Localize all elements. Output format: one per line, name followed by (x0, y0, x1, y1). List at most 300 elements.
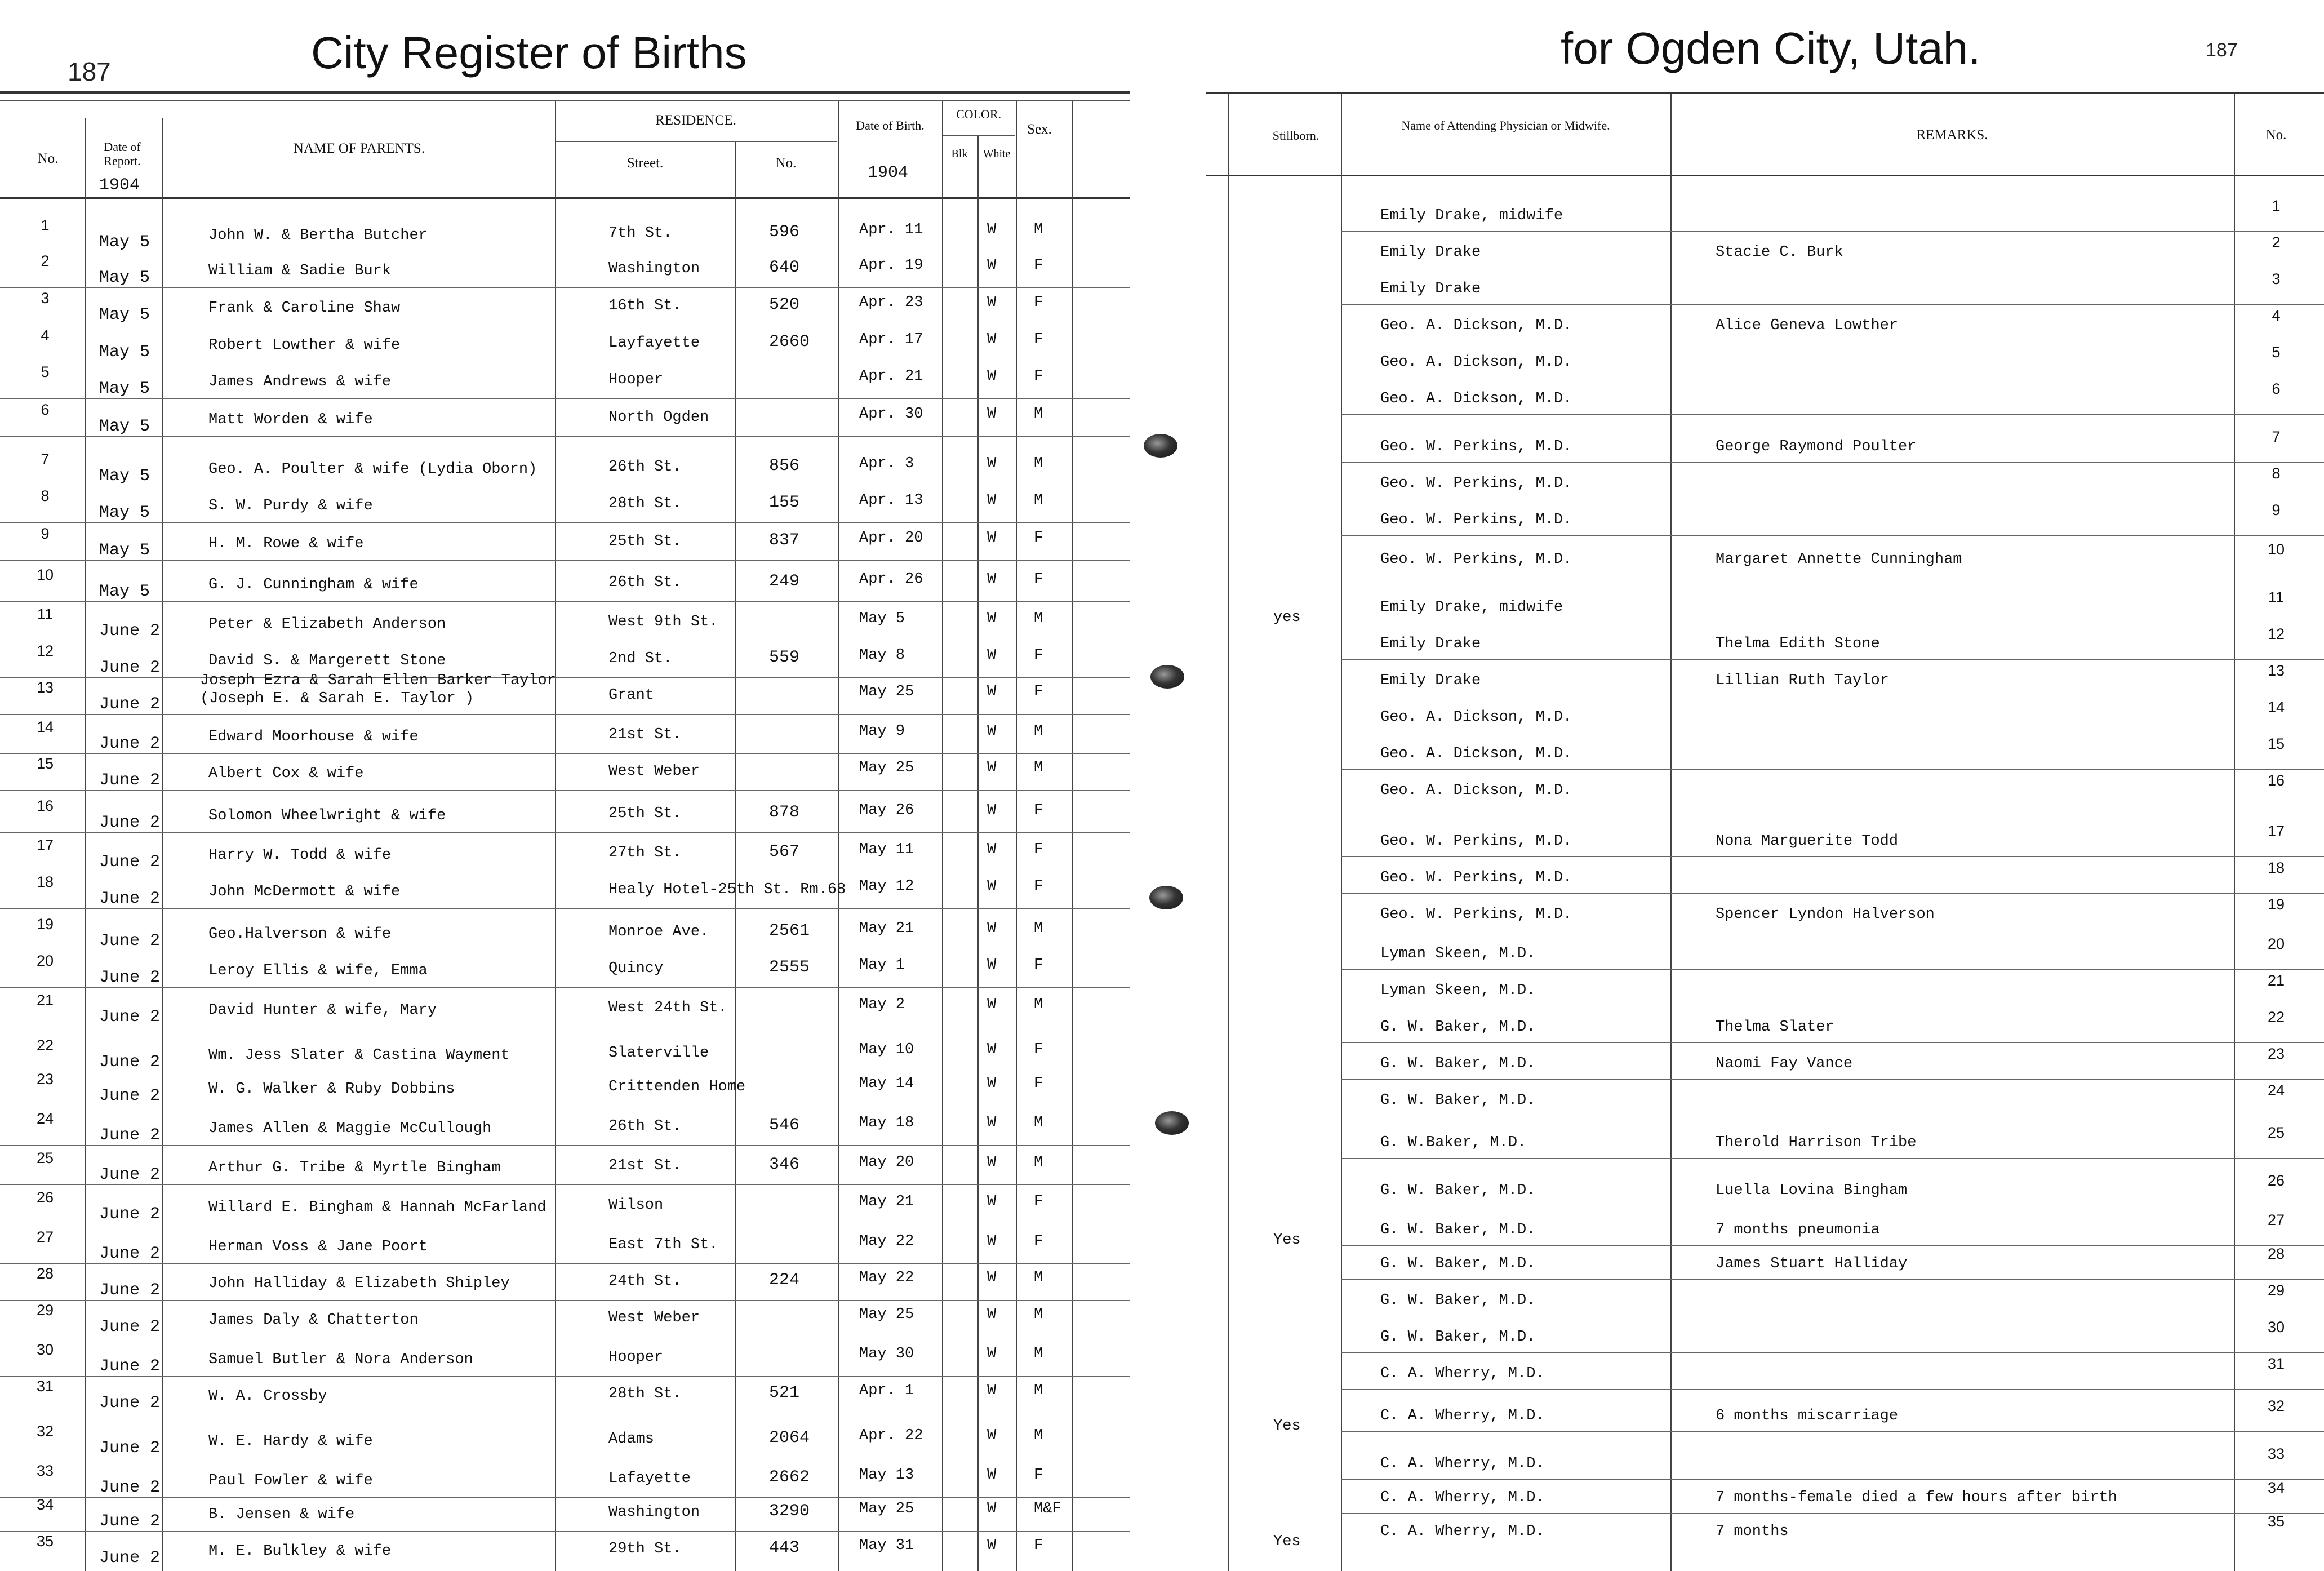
sex-value: F (1034, 647, 1043, 664)
report-date: June 2 (99, 968, 161, 987)
row-number-right: 21 (2267, 972, 2285, 989)
birth-date: Apr. 22 (859, 1427, 923, 1444)
row-number-right: 16 (2267, 772, 2285, 789)
sex-value: F (1034, 841, 1043, 858)
color-value: W (987, 406, 997, 423)
row-number: 19 (36, 916, 54, 933)
report-date: May 5 (99, 467, 150, 486)
color-value: W (987, 878, 997, 895)
sex-value: F (1034, 1075, 1043, 1092)
report-date: June 2 (99, 658, 161, 677)
residence-street: Healy Hotel-25th St. Rm.68 (608, 881, 846, 898)
physician-name: Geo. A. Dickson, M.D. (1380, 745, 1572, 762)
parent-names: W. E. Hardy & wife (208, 1433, 373, 1450)
row-rule-right (1341, 1389, 2324, 1390)
sex-value: M (1034, 760, 1043, 776)
residence-street: 21st St. (608, 726, 682, 743)
row-number: 30 (36, 1341, 54, 1358)
color-value: W (987, 1382, 997, 1399)
report-date: June 2 (99, 1053, 161, 1072)
report-date: May 5 (99, 233, 150, 252)
row-number-right: 13 (2267, 662, 2285, 679)
row-rule (0, 436, 1130, 437)
birth-date: May 25 (859, 760, 914, 776)
birth-date: May 10 (859, 1041, 914, 1058)
residence-number: 856 (769, 456, 800, 476)
row-number-right: 26 (2267, 1172, 2285, 1189)
residence-sub-rule (555, 141, 837, 142)
row-rule-right (1341, 1479, 2324, 1480)
header-remarks: REMARKS. (1916, 127, 1988, 143)
residence-number: 2660 (769, 332, 810, 352)
parent-names: W. A. Crossby (208, 1388, 327, 1405)
physician-name: Geo. A. Dickson, M.D. (1380, 317, 1572, 334)
row-number: 10 (36, 566, 54, 583)
parent-names: Geo.Halverson & wife (208, 926, 392, 943)
birth-date: Apr. 13 (859, 492, 923, 509)
remarks-text: 7 months pneumonia (1716, 1222, 1880, 1239)
report-date: May 5 (99, 541, 150, 560)
residence-street: Hooper (608, 371, 664, 388)
birth-date: May 11 (859, 841, 914, 858)
parent-names: W. G. Walker & Ruby Dobbins (208, 1081, 455, 1098)
parent-names: Solomon Wheelwright & wife (208, 807, 446, 824)
color-value: W (987, 1154, 997, 1171)
sex-value: M (1034, 920, 1043, 937)
residence-street: 29th St. (608, 1541, 682, 1557)
residence-street: Washington (608, 260, 700, 277)
row-number: 14 (36, 718, 54, 735)
row-rule-right (1341, 1513, 2324, 1514)
row-rule (0, 790, 1130, 791)
sex-value: F (1034, 684, 1043, 700)
color-value: W (987, 647, 997, 664)
color-value: W (987, 492, 997, 509)
physician-name: Geo. W. Perkins, M.D. (1380, 438, 1572, 455)
color-value: W (987, 1306, 997, 1323)
sex-value: F (1034, 1233, 1043, 1250)
residence-number: 2064 (769, 1428, 810, 1448)
physician-name: G. W. Baker, M.D. (1380, 1255, 1536, 1272)
row-rule (0, 398, 1130, 399)
row-number-right: 3 (2272, 270, 2281, 287)
col-line-birth (942, 101, 943, 1571)
report-date: June 2 (99, 1439, 161, 1458)
parent-names: M. E. Bulkley & wife (208, 1543, 392, 1560)
color-value: W (987, 368, 997, 385)
row-number: 6 (41, 401, 50, 418)
row-number-right: 4 (2272, 307, 2281, 324)
row-number-right: 27 (2267, 1211, 2285, 1228)
row-number: 31 (36, 1378, 54, 1395)
residence-street: 7th St. (608, 225, 673, 242)
color-value: W (987, 723, 997, 740)
parent-names: Wm. Jess Slater & Castina Wayment (208, 1047, 510, 1064)
residence-street: West 24th St. (608, 1000, 727, 1017)
parent-names: B. Jensen & wife (208, 1506, 355, 1523)
row-rule-right (1341, 462, 2324, 463)
residence-street: East 7th St. (608, 1236, 718, 1253)
row-number-right: 22 (2267, 1009, 2285, 1026)
birth-date: May 8 (859, 647, 905, 664)
parent-names: Paul Fowler & wife (208, 1472, 373, 1489)
header-no: No. (37, 151, 59, 166)
sex-value: M (1034, 1306, 1043, 1323)
row-rule (0, 908, 1130, 909)
birth-date: May 20 (859, 1154, 914, 1171)
right-col-line-physician (1670, 94, 1672, 1571)
row-number: 2 (41, 252, 50, 269)
row-rule (0, 677, 1130, 678)
row-number: 24 (36, 1110, 54, 1127)
physician-name: Geo. W. Perkins, M.D. (1380, 512, 1572, 529)
color-value: W (987, 257, 997, 274)
binder-hole-2 (1150, 665, 1184, 689)
col-line-no (85, 118, 86, 1571)
report-date: June 2 (99, 695, 161, 714)
row-number: 4 (41, 327, 50, 344)
row-number: 12 (36, 642, 54, 659)
color-value: W (987, 1537, 997, 1554)
residence-number: 155 (769, 493, 800, 512)
row-number-right: 31 (2267, 1355, 2285, 1372)
parent-names: Frank & Caroline Shaw (208, 300, 401, 317)
header-stillborn: Stillborn. (1272, 128, 1319, 143)
residence-street: 2nd St. (608, 650, 673, 667)
report-date: June 2 (99, 622, 161, 641)
row-number: 22 (36, 1037, 54, 1054)
row-number: 9 (41, 525, 50, 542)
physician-name: Geo. W. Perkins, M.D. (1380, 833, 1572, 850)
report-date: June 2 (99, 734, 161, 753)
row-rule-right (1341, 1352, 2324, 1353)
residence-street: Grant (608, 687, 655, 704)
row-rule-right (1341, 414, 2324, 415)
header-top-rule-2 (0, 100, 1130, 101)
physician-name: Geo. W. Perkins, M.D. (1380, 906, 1572, 923)
sex-value: M (1034, 492, 1043, 509)
parent-names: John McDermott & wife (208, 884, 401, 900)
physician-name: G. W. Baker, M.D. (1380, 1019, 1536, 1036)
row-rule (0, 1300, 1130, 1301)
row-number-right: 8 (2272, 465, 2281, 482)
residence-number: 346 (769, 1155, 800, 1174)
remarks-text: Luella Lovina Bingham (1716, 1182, 1908, 1199)
sex-value: F (1034, 1193, 1043, 1210)
header-top-rule (0, 91, 1130, 94)
right-header-bottom-rule (1206, 175, 2324, 176)
color-value: W (987, 1346, 997, 1363)
row-rule-right (1341, 1079, 2324, 1080)
binder-hole-1 (1144, 434, 1177, 458)
header-date-of-birth: Date of Birth. (856, 118, 925, 132)
row-number-right: 10 (2267, 541, 2285, 558)
residence-street: Adams (608, 1431, 655, 1448)
physician-name: Emily Drake (1380, 244, 1481, 261)
header-color-blk: Blk (951, 148, 968, 160)
sex-value: F (1034, 331, 1043, 348)
residence-street: Wilson (608, 1197, 664, 1214)
remarks-text: Alice Geneva Lowther (1716, 317, 1899, 334)
header-name-of-parents: NAME OF PARENTS. (293, 141, 425, 156)
parent-names: William & Sadie Burk (208, 263, 392, 279)
sex-value: M (1034, 455, 1043, 472)
color-value: W (987, 331, 997, 348)
row-rule (0, 522, 1130, 523)
residence-number: 224 (769, 1271, 800, 1290)
parent-names: James Allen & Maggie McCullough (208, 1120, 492, 1137)
row-number-right: 5 (2272, 344, 2281, 361)
birth-date: May 22 (859, 1270, 914, 1286)
residence-street: Slaterville (608, 1045, 709, 1062)
color-value: W (987, 1467, 997, 1484)
physician-name: G. W. Baker, M.D. (1380, 1222, 1536, 1239)
parent-names: Matt Worden & wife (208, 411, 373, 428)
residence-street: West 9th St. (608, 614, 718, 631)
row-number: 15 (36, 755, 54, 772)
report-date: June 2 (99, 889, 161, 908)
physician-name: Geo. W. Perkins, M.D. (1380, 551, 1572, 568)
col-line-house (838, 101, 839, 1571)
row-number: 21 (36, 992, 54, 1009)
row-rule (0, 1376, 1130, 1377)
row-rule (0, 1184, 1130, 1185)
physician-name: Emily Drake, midwife (1380, 599, 1563, 616)
row-number-right: 17 (2267, 823, 2285, 840)
row-number-right: 33 (2267, 1445, 2285, 1462)
color-value: W (987, 610, 997, 627)
birth-date: Apr. 23 (859, 294, 923, 311)
row-rule-right (1341, 231, 2324, 232)
color-value: W (987, 1075, 997, 1092)
row-number: 5 (41, 363, 50, 380)
report-date: June 2 (99, 1281, 161, 1300)
residence-number: 443 (769, 1538, 800, 1557)
row-rule-right (1341, 1279, 2324, 1280)
residence-street: 25th St. (608, 805, 682, 822)
stillborn-value: Yes (1273, 1533, 1301, 1550)
right-register-page (1206, 0, 2324, 1571)
physician-name: Geo. A. Dickson, M.D. (1380, 354, 1572, 371)
right-page-number: 187 (2206, 39, 2238, 61)
residence-street: Monroe Ave. (608, 924, 709, 940)
report-date: June 2 (99, 931, 161, 951)
stillborn-value: Yes (1273, 1232, 1301, 1249)
row-number: 33 (36, 1462, 54, 1479)
row-rule-right (1341, 969, 2324, 970)
row-number: 3 (41, 290, 50, 307)
sex-value: F (1034, 802, 1043, 819)
color-sub-rule (942, 135, 1015, 136)
row-rule (0, 1497, 1130, 1498)
remarks-text: Naomi Fay Vance (1716, 1055, 1853, 1072)
color-value: W (987, 294, 997, 311)
row-rule-right (1341, 1431, 2324, 1432)
residence-street: 24th St. (608, 1273, 682, 1290)
physician-name: Geo. W. Perkins, M.D. (1380, 869, 1572, 886)
row-number: 25 (36, 1150, 54, 1166)
remarks-text: 7 months (1716, 1523, 1789, 1540)
color-value: W (987, 841, 997, 858)
row-number-right: 20 (2267, 935, 2285, 952)
left-register-page (0, 0, 1132, 1571)
row-number-right: 28 (2267, 1245, 2285, 1262)
row-number-right: 1 (2272, 197, 2281, 214)
residence-street: West Weber (608, 763, 700, 780)
row-number-right: 12 (2267, 625, 2285, 642)
physician-name: C. A. Wherry, M.D. (1380, 1365, 1545, 1382)
residence-street: 26th St. (608, 574, 682, 591)
residence-number: 2555 (769, 958, 810, 977)
right-header-top-rule (1206, 92, 2324, 94)
header-street: Street. (626, 156, 664, 171)
row-rule (0, 1531, 1130, 1532)
row-number-right: 19 (2267, 896, 2285, 913)
header-color: COLOR. (956, 107, 1002, 121)
row-rule-right (1341, 304, 2324, 305)
report-date: May 5 (99, 503, 150, 522)
row-number: 29 (36, 1302, 54, 1319)
birth-date: May 25 (859, 1306, 914, 1323)
sex-value: M (1034, 406, 1043, 423)
sex-value: F (1034, 1467, 1043, 1484)
parent-names: Geo. A. Poulter & wife (Lydia Oborn) (208, 461, 537, 478)
sex-value: F (1034, 1537, 1043, 1554)
residence-number: 521 (769, 1383, 800, 1403)
birth-date: May 25 (859, 684, 914, 700)
physician-name: G. W. Baker, M.D. (1380, 1329, 1536, 1346)
sex-value: M (1034, 996, 1043, 1013)
birth-date: Apr. 3 (859, 455, 914, 472)
col-line-report (162, 118, 163, 1571)
birth-date: Apr. 1 (859, 1382, 914, 1399)
report-date: June 2 (99, 1165, 161, 1184)
row-number-right: 29 (2267, 1282, 2285, 1299)
row-number-right: 11 (2268, 589, 2285, 606)
row-number: 7 (41, 451, 50, 468)
residence-number: 596 (769, 223, 800, 242)
physician-name: C. A. Wherry, M.D. (1380, 1455, 1545, 1472)
color-value: W (987, 1041, 997, 1058)
report-date: May 5 (99, 379, 150, 398)
row-number: 1 (41, 217, 50, 234)
parent-names: G. J. Cunningham & wife (208, 576, 419, 593)
parent-names: John W. & Bertha Butcher (208, 227, 428, 244)
remarks-text: Nona Marguerite Todd (1716, 833, 1899, 850)
color-value: W (987, 455, 997, 472)
row-rule (0, 753, 1130, 754)
row-number-right: 18 (2267, 859, 2285, 876)
row-number-right: 7 (2272, 428, 2281, 445)
header-sex: Sex. (1027, 122, 1052, 137)
residence-number: 249 (769, 572, 800, 591)
birth-date: May 31 (859, 1537, 914, 1554)
row-rule (0, 714, 1130, 715)
physician-name: Emily Drake (1380, 281, 1481, 298)
physician-name: Emily Drake, midwife (1380, 207, 1563, 224)
row-number: 18 (36, 873, 54, 890)
sex-value: F (1034, 368, 1043, 385)
sex-value: M (1034, 1115, 1043, 1131)
header-date-of-report: Date of Report. (104, 140, 141, 168)
birth-date: May 18 (859, 1115, 914, 1131)
parent-names: David S. & Margerett Stone (208, 653, 446, 669)
residence-street: Lafayette (608, 1470, 691, 1487)
row-rule (0, 832, 1130, 833)
residence-street: Washington (608, 1504, 700, 1521)
birth-date: Apr. 19 (859, 257, 923, 274)
birth-date: Apr. 21 (859, 368, 923, 385)
physician-name: Lyman Skeen, M.D. (1380, 982, 1536, 999)
remarks-text: Lillian Ruth Taylor (1716, 672, 1889, 689)
row-rule (0, 601, 1130, 602)
parent-names: H. M. Rowe & wife (208, 535, 364, 552)
residence-number: 559 (769, 648, 800, 667)
residence-street: 21st St. (608, 1157, 682, 1174)
color-value: W (987, 1270, 997, 1286)
report-date: June 2 (99, 1394, 161, 1413)
report-date: June 2 (99, 1478, 161, 1497)
parent-names: S. W. Purdy & wife (208, 498, 373, 514)
birth-date: May 5 (859, 610, 905, 627)
color-value: W (987, 530, 997, 547)
header-right-no: No. (2265, 127, 2287, 143)
parent-names: Albert Cox & wife (208, 765, 364, 782)
physician-name: Emily Drake (1380, 636, 1481, 653)
row-number: 13 (36, 679, 54, 696)
parent-names: Edward Moorhouse & wife (208, 729, 419, 745)
row-rule-right (1341, 1245, 2324, 1246)
residence-street: 28th St. (608, 1386, 682, 1403)
sex-value: M&F (1034, 1501, 1061, 1517)
residence-number: 878 (769, 803, 800, 822)
parent-names: John Halliday & Elizabeth Shipley (208, 1275, 510, 1292)
report-date: June 2 (99, 1008, 161, 1027)
color-value: W (987, 571, 997, 588)
residence-number: 2561 (769, 921, 810, 940)
remarks-text: Margaret Annette Cunningham (1716, 551, 1962, 568)
birth-date: Apr. 11 (859, 221, 923, 238)
physician-name: Geo. A. Dickson, M.D. (1380, 390, 1572, 407)
residence-number: 837 (769, 531, 800, 550)
residence-street: 27th St. (608, 845, 682, 862)
row-number-right: 35 (2267, 1513, 2285, 1530)
report-date: June 2 (99, 1086, 161, 1106)
color-value: W (987, 221, 997, 238)
birth-date: Apr. 26 (859, 571, 923, 588)
residence-street: 28th St. (608, 495, 682, 512)
remarks-text: Thelma Edith Stone (1716, 636, 1880, 653)
color-value: W (987, 802, 997, 819)
color-value: W (987, 684, 997, 700)
report-date: June 2 (99, 1244, 161, 1263)
row-number-right: 34 (2267, 1479, 2285, 1496)
color-value: W (987, 920, 997, 937)
header-residence: RESIDENCE. (655, 113, 736, 128)
residence-street: Crittenden Home (608, 1079, 746, 1095)
report-date: May 5 (99, 582, 150, 601)
birth-date: Apr. 17 (859, 331, 923, 348)
parent-names-alt: (Joseph E. & Sarah E. Taylor ) (200, 690, 474, 707)
row-number-right: 32 (2267, 1397, 2285, 1414)
physician-name: Geo. A. Dickson, M.D. (1380, 709, 1572, 726)
row-number: 32 (36, 1423, 54, 1440)
col-line-blk (977, 136, 979, 1571)
residence-street: 26th St. (608, 1118, 682, 1135)
parent-names: Arthur G. Tribe & Myrtle Bingham (208, 1160, 501, 1177)
sex-value: M (1034, 1346, 1043, 1363)
sex-value: M (1034, 1382, 1043, 1399)
